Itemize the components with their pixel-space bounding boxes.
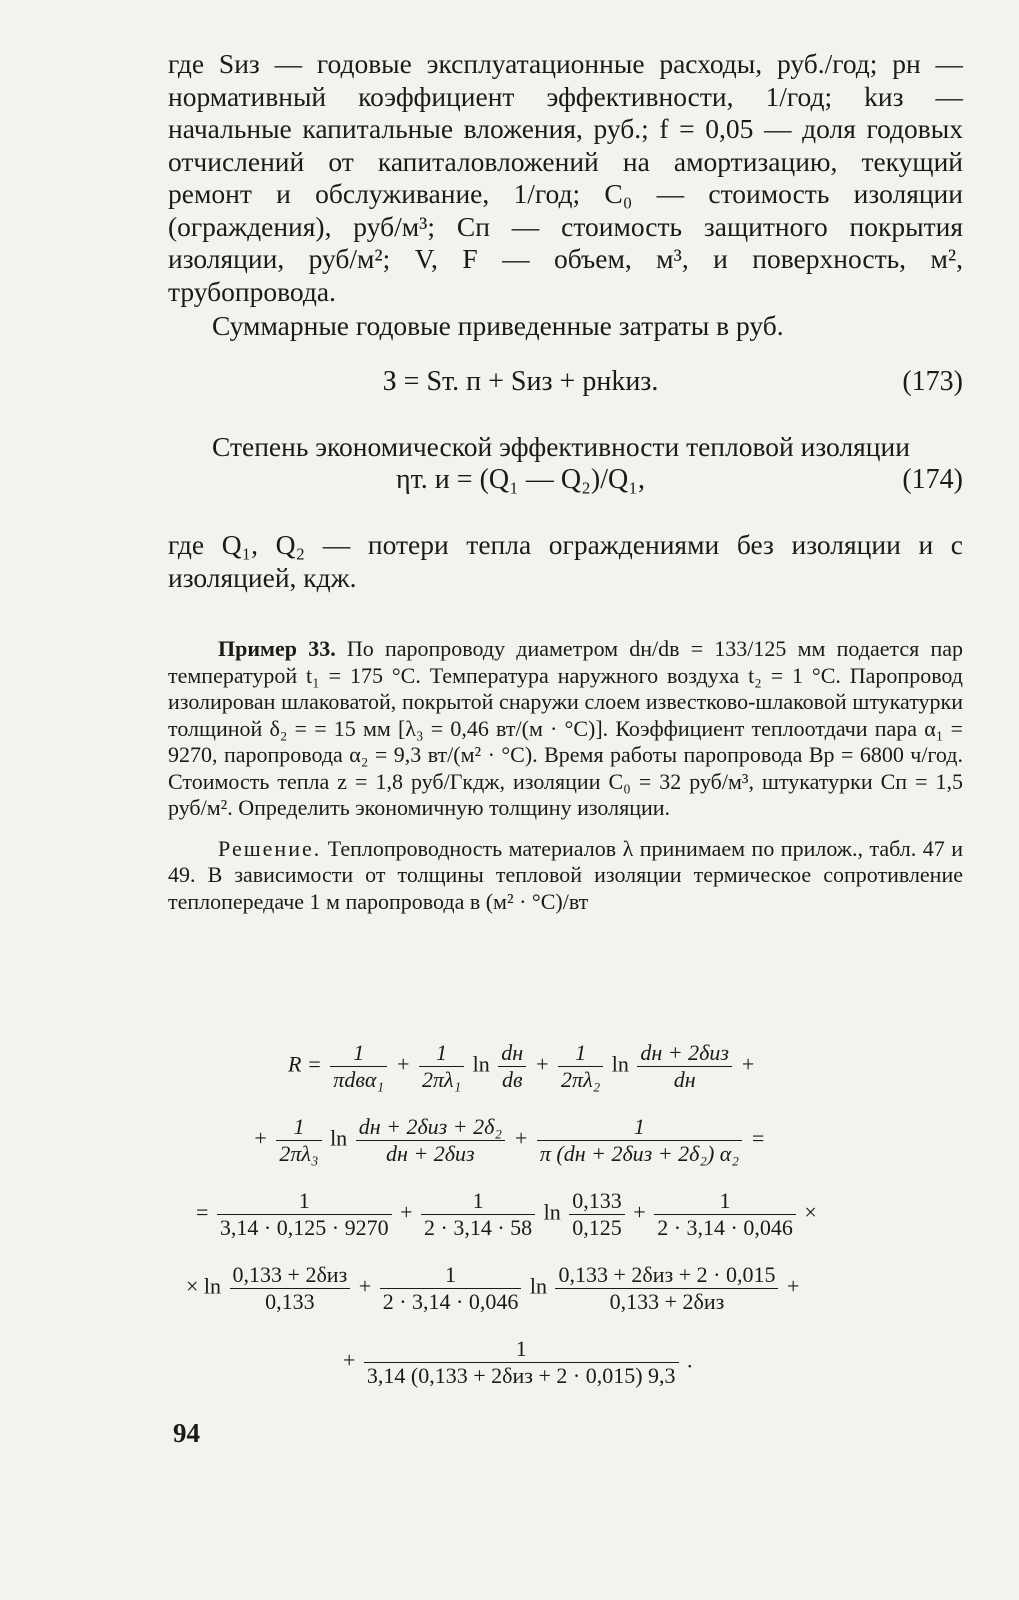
paragraph-definitions: где Sиз — годовые эксплуатационные расходы, руб./год; pн — нормативный коэффициент эффективности, 1/год; kиз — начальные капитальные вложения, руб.; f = 0,05 — доля годовых отчислений от капиталовложений на амортизацию, текущий ремонт и обслуживание, 1/год; C₀ — стоимость изоляции (ограждения), руб/м³; Cп — стоимость защитного покрытия изоляции, руб/м²; V, F — объем, м³, и поверхность, м², трубопровода. [168, 48, 963, 307]
formula-token: × [804, 1199, 817, 1225]
formula-token: ln [529, 1273, 547, 1299]
formula-fraction [419, 1040, 464, 1093]
solution-paragraph [168, 836, 963, 916]
numerator: 1 [421, 1188, 535, 1215]
denominator: 3,14 (0,133 + 2δиз + 2 · 0,015) 9,3 [366, 1363, 676, 1388]
example-33 [168, 636, 963, 822]
numerator: 1 [537, 1114, 742, 1141]
denominator: dн [673, 1067, 696, 1092]
formula-fraction [555, 1262, 778, 1315]
formula-fraction [364, 1336, 679, 1389]
denominator: 2 · 3,14 · 58 [424, 1215, 533, 1240]
resistance-formula [168, 1040, 963, 1410]
numerator: 0,133 + 2δиз [230, 1262, 351, 1289]
equation-173-body: З = Sт. п + Sиз + pнkиз. [382, 365, 659, 397]
numerator: dн + 2δиз + 2δ₂ [356, 1114, 505, 1141]
formula-token: R = [288, 1051, 322, 1077]
formula-fraction [498, 1040, 526, 1093]
paragraph-total-costs: Суммарные годовые приведенные затраты в руб. [212, 310, 784, 341]
formula-fraction [380, 1262, 522, 1315]
denominator: 0,133 + 2δиз [609, 1289, 725, 1314]
formula-fraction [276, 1114, 321, 1167]
formula-fraction [217, 1188, 392, 1241]
denominator: 2πλ₃ [279, 1141, 319, 1166]
formula-token: + [513, 1125, 529, 1151]
formula-token: = [196, 1199, 209, 1225]
numerator: 1 [276, 1114, 321, 1141]
formula-token: + [633, 1199, 646, 1225]
denominator: dв [501, 1067, 523, 1092]
formula-token: × ln [186, 1273, 222, 1299]
formula-token: + [343, 1347, 356, 1373]
page-number: 94 [173, 1418, 200, 1448]
formula-token: + [253, 1125, 268, 1151]
formula-token: ln [472, 1051, 490, 1077]
formula-token: = [750, 1125, 766, 1151]
formula-token: . [687, 1347, 693, 1373]
numerator: 1 [380, 1262, 522, 1289]
numerator: 0,133 + 2δиз + 2 · 0,015 [555, 1262, 778, 1289]
denominator: dн + 2δиз [386, 1141, 475, 1166]
formula-token: ln [330, 1125, 348, 1151]
numerator: 1 [217, 1188, 392, 1215]
equation-174-number: (174) [902, 464, 963, 495]
equation-173-number: (173) [902, 365, 963, 397]
formula-token: + [400, 1199, 413, 1225]
formula-fraction [537, 1114, 742, 1167]
equation-174-body: ηт. и = (Q₁ — Q₂)/Q₁, [396, 464, 645, 495]
formula-fraction [356, 1114, 505, 1167]
numerator: 0,133 [569, 1188, 625, 1215]
denominator: πdвα₁ [333, 1067, 385, 1092]
equation-173 [168, 361, 963, 403]
formula-row-5 [343, 1336, 693, 1389]
formula-token: + [534, 1051, 550, 1077]
numerator: 1 [654, 1188, 796, 1215]
formula-fraction [330, 1040, 387, 1093]
example-label: Пример 33. [218, 636, 336, 661]
formula-row-4 [186, 1262, 799, 1315]
formula-fraction [569, 1188, 625, 1241]
formula-fraction [654, 1188, 796, 1241]
formula-token: + [786, 1273, 800, 1299]
denominator: 2 · 3,14 · 0,046 [382, 1289, 519, 1314]
page-body [168, 48, 963, 915]
numerator: 1 [330, 1040, 387, 1067]
formula-row-2 [253, 1114, 765, 1167]
denominator: 3,14 · 0,125 · 9270 [219, 1215, 389, 1240]
equation-174 [168, 459, 963, 501]
formula-fraction [421, 1188, 535, 1241]
denominator: 0,125 [572, 1215, 622, 1240]
solution-text: Теплопроводность материалов λ принимаем по прилож., табл. 47 и 49. В зависимости от толщины тепловой изоляции термическое сопротивление теплопередаче 1 м паропровода в (м² · °С)/вт [168, 835, 964, 914]
formula-token: + [395, 1051, 411, 1077]
paragraph-heat-loss: где Q₁, Q₂ — потери тепла ограждениями без изоляции и с изоляцией, кдж. [168, 529, 963, 593]
formula-fraction [230, 1262, 351, 1315]
numerator: 1 [419, 1040, 464, 1067]
formula-fraction [637, 1040, 732, 1093]
formula-token: + [740, 1051, 756, 1077]
numerator: dн + 2δиз [637, 1040, 732, 1067]
numerator: dн [498, 1040, 526, 1067]
numerator: 1 [364, 1336, 679, 1363]
denominator: π (dн + 2δиз + 2δ₂) α₂ [539, 1141, 740, 1166]
denominator: 0,133 [265, 1289, 315, 1314]
example-text: По паропроводу диаметром dн/dв = 133/125 мм подается пар температурой t₁ = 175 °С. Температура наружного воздуха t₂ = 1 °С. Паропровод изолирован шлаковатой, покрытой снаружи слоем известково-шлаковой штукатурки толщиной δ₂ = = 15 мм [λ₃ = 0,46 вт/(м · °С)]. Коэффициент теплоотдачи пара α₁ = 9270, паропровода α₂ = 9,3 вт/(м² · °С). Время работы паропровода Bр = 6800 ч/год. Стоимость тепла z = 1,8 руб/Гкдж, изоляции C₀ = 32 руб/м³, штукатурки Cп = 1,5 руб/м². Определить экономичную толщину изоляции. [168, 636, 963, 820]
formula-token: + [358, 1273, 372, 1299]
formula-token: ln [543, 1199, 561, 1225]
formula-token: ln [611, 1051, 629, 1077]
formula-row-1 [288, 1040, 755, 1093]
denominator: 2 · 3,14 · 0,046 [657, 1215, 793, 1240]
solution-label: Решение. [218, 835, 322, 861]
formula-row-3 [196, 1188, 817, 1241]
denominator: 2πλ₂ [561, 1067, 601, 1092]
numerator: 1 [558, 1040, 603, 1067]
formula-fraction [558, 1040, 603, 1093]
paragraph-efficiency: Степень экономической эффективности тепловой изоляции [212, 430, 910, 462]
denominator: 2πλ₁ [421, 1067, 462, 1092]
